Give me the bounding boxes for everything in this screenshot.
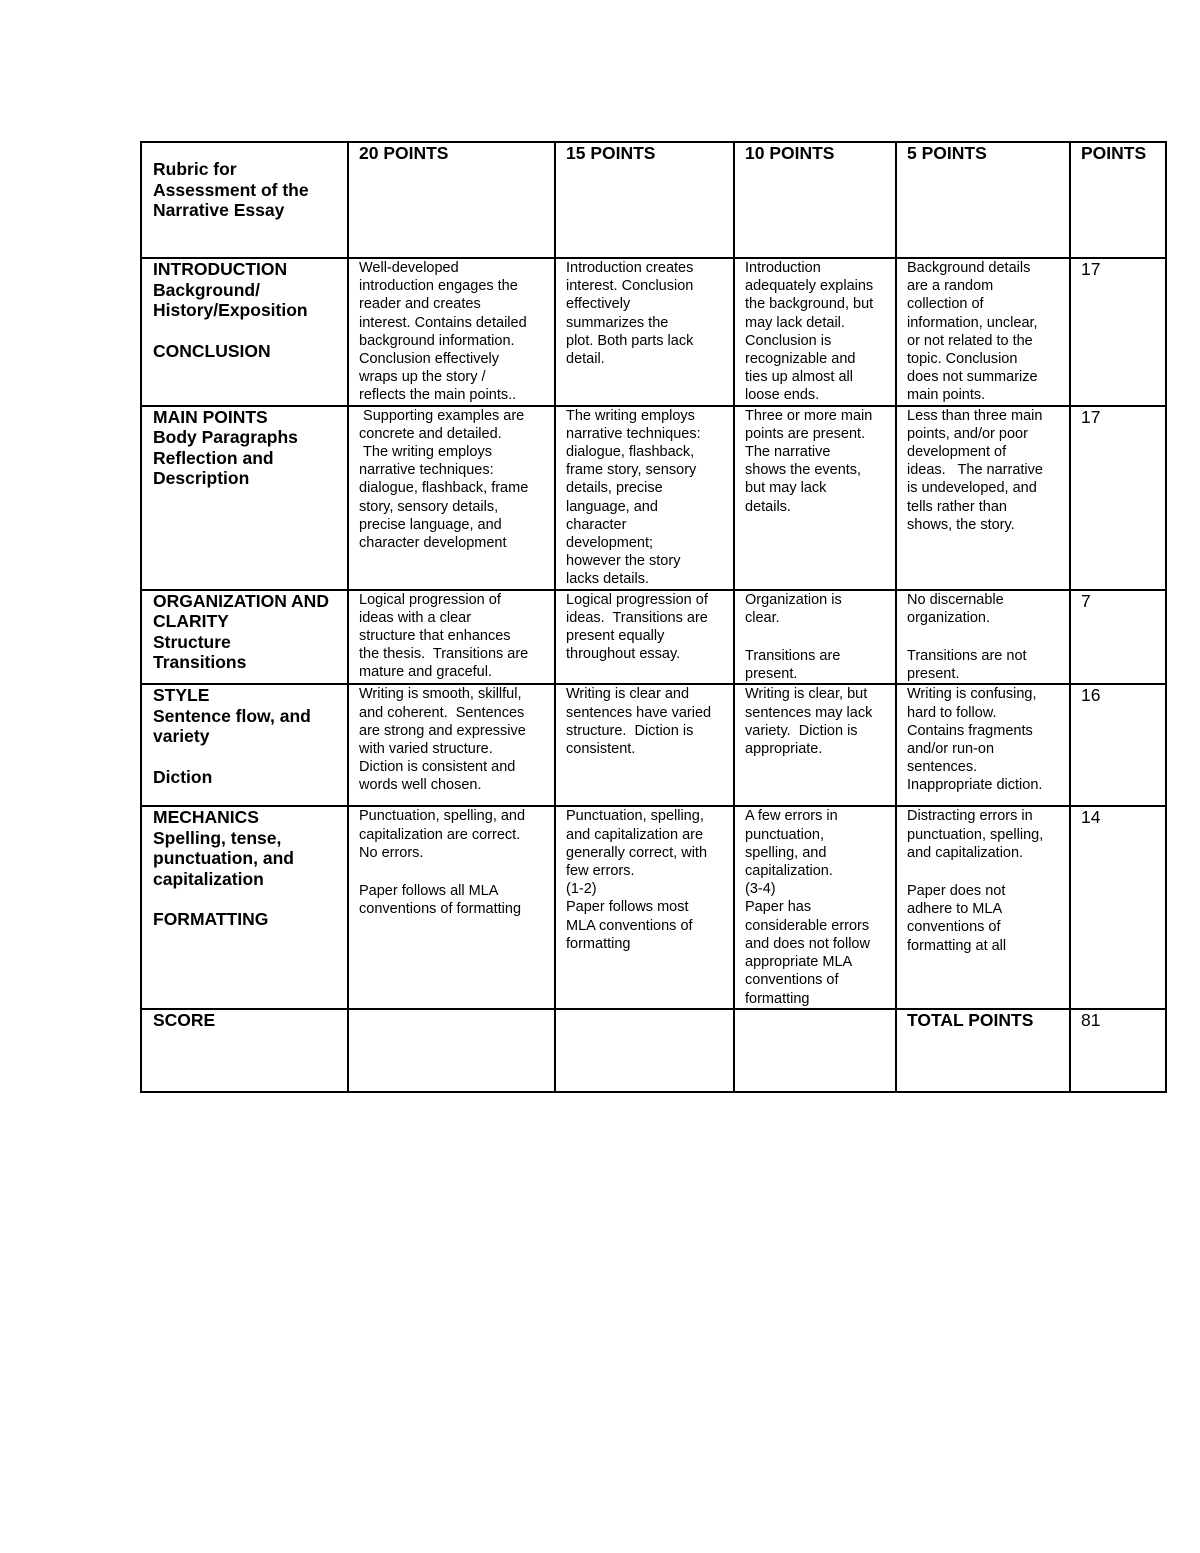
text-line: sentences.: [907, 759, 978, 776]
header-points: POINTS: [1070, 142, 1166, 258]
text-line: and capitalization are: [566, 826, 704, 843]
text-line: Body Paragraphs: [153, 427, 298, 448]
text-line: Writing is clear and: [566, 686, 690, 703]
criteria-introduction: [141, 258, 348, 406]
text-line: variety: [153, 726, 210, 747]
text-line: few errors.: [566, 863, 635, 880]
text-line: MLA conventions of: [566, 917, 693, 934]
text-line: Well-developed: [359, 260, 459, 276]
table-row: [141, 258, 1166, 406]
desc-5-points: [896, 806, 1070, 1008]
text-line: wraps up the story /: [359, 369, 486, 386]
text-line: The writing employs: [566, 407, 695, 424]
text-line: (1-2): [566, 881, 597, 898]
text-line: Diction is consistent and: [359, 759, 516, 776]
text-line: MECHANICS: [153, 807, 259, 828]
text-line: lacks details.: [566, 571, 650, 588]
text-line: capitalization: [153, 868, 264, 889]
desc-20-points: [348, 258, 555, 406]
text-line: sentences have varied: [566, 704, 712, 721]
total-points-label: TOTAL POINTS: [896, 1009, 1070, 1092]
text-line: hard to follow.: [907, 704, 997, 721]
text-line: shows, the story.: [907, 516, 1015, 533]
text-line: may lack detail.: [745, 314, 845, 331]
criteria-style: [141, 684, 348, 806]
text-line: topic. Conclusion: [907, 351, 1018, 368]
text-line: words well chosen.: [359, 777, 482, 794]
text-line: reflects the main points..: [359, 387, 517, 404]
text-line: ideas. Transitions are: [566, 609, 708, 626]
text-line: CONCLUSION: [153, 340, 271, 361]
text-line: Paper does not: [907, 883, 1006, 900]
text-line: generally correct, with: [566, 844, 708, 861]
score-cell-empty: [555, 1009, 734, 1092]
text-line: conventions of formatting: [359, 901, 522, 918]
text-line: [153, 321, 341, 341]
text-line: Punctuation, spelling, and: [359, 808, 526, 825]
header-20-points: 20 POINTS: [348, 142, 555, 258]
text-line: frame story, sensory: [566, 462, 697, 479]
text-line: appropriate MLA: [745, 954, 853, 971]
text-line: are a random: [907, 278, 994, 295]
text-line: ideas with a clear: [359, 609, 472, 626]
text-line: information, unclear,: [907, 314, 1038, 331]
desc-20-points: [348, 806, 555, 1008]
text-line: is undeveloped, and: [907, 480, 1037, 497]
text-line: The narrative: [745, 444, 831, 461]
text-line: Organization is: [745, 591, 842, 608]
text-line: main points.: [907, 387, 986, 404]
header-10-points: 10 POINTS: [734, 142, 896, 258]
text-line: punctuation, and: [153, 848, 294, 869]
desc-15-points: [555, 406, 734, 590]
header-row: [141, 142, 1166, 258]
table-row: [141, 806, 1166, 1008]
text-line: punctuation, spelling,: [907, 826, 1044, 843]
text-line: present.: [745, 666, 798, 683]
text-line: spelling, and: [745, 844, 827, 861]
text-line: introduction engages the: [359, 278, 518, 295]
text-line: concrete and detailed.: [359, 425, 502, 442]
score-label: SCORE: [141, 1009, 348, 1092]
text-line: structure that enhances: [359, 628, 511, 645]
text-line: effectively: [566, 296, 631, 313]
text-line: adequately explains: [745, 278, 874, 295]
text-line: precise language, and: [359, 516, 502, 533]
desc-10-points: [734, 590, 896, 685]
text-line: Structure: [153, 631, 231, 652]
text-line: and coherent. Sentences: [359, 704, 525, 721]
desc-15-points: [555, 590, 734, 685]
desc-5-points: [896, 258, 1070, 406]
criteria-main-points: [141, 406, 348, 590]
score-main-points: 17: [1070, 406, 1166, 590]
score-style: 16: [1070, 684, 1166, 806]
text-line: throughout essay.: [566, 646, 681, 663]
text-line: INTRODUCTION: [153, 259, 288, 279]
desc-15-points: [555, 806, 734, 1008]
text-line: formatting at all: [907, 937, 1007, 954]
text-line: development of: [907, 444, 1007, 461]
text-line: No discernable: [907, 591, 1004, 608]
text-line: [907, 862, 1063, 882]
text-line: Description: [153, 468, 250, 489]
text-line: or not related to the: [907, 332, 1033, 349]
text-line: [153, 747, 341, 767]
text-line: Sentence flow, and: [153, 705, 311, 726]
text-line: organization.: [907, 609, 991, 626]
text-line: development;: [566, 535, 654, 552]
text-line: story, sensory details,: [359, 498, 499, 515]
desc-15-points: [555, 684, 734, 806]
text-line: History/Exposition: [153, 300, 308, 320]
text-line: and capitalization.: [907, 844, 1024, 861]
text-line: variety. Diction is: [745, 722, 858, 739]
text-line: tells rather than: [907, 498, 1007, 515]
text-line: [359, 862, 548, 882]
text-line: background information.: [359, 332, 515, 349]
text-line: formatting: [566, 935, 631, 952]
criteria-organization: [141, 590, 348, 685]
text-line: details.: [745, 498, 791, 515]
text-line: Transitions are not: [907, 648, 1027, 665]
table-row: [141, 684, 1166, 806]
text-line: Diction: [153, 766, 213, 787]
text-line: Less than three main: [907, 407, 1043, 424]
text-line: structure. Diction is: [566, 722, 694, 739]
text-line: interest. Contains detailed: [359, 314, 527, 331]
total-points-value: 81: [1070, 1009, 1166, 1092]
text-line: Transitions: [153, 652, 247, 673]
text-line: shows the events,: [745, 462, 862, 479]
text-line: narrative techniques:: [566, 425, 701, 442]
text-line: ORGANIZATION AND: [153, 590, 329, 611]
text-line: Transitions are: [745, 648, 841, 665]
text-line: The writing employs: [359, 444, 492, 461]
text-line: with varied structure.: [359, 741, 493, 758]
text-line: No errors.: [359, 844, 424, 861]
text-line: and/or run-on: [907, 741, 995, 758]
text-line: Supporting examples are: [359, 407, 525, 424]
desc-5-points: [896, 590, 1070, 685]
text-line: interest. Conclusion: [566, 278, 694, 295]
text-line: conventions of: [745, 972, 839, 989]
text-line: sentences may lack: [745, 704, 873, 721]
text-line: points are present.: [745, 425, 866, 442]
text-line: Logical progression of: [359, 591, 501, 608]
text-line: adhere to MLA: [907, 901, 1003, 918]
score-row: [141, 1009, 1166, 1092]
text-line: Punctuation, spelling,: [566, 808, 704, 825]
text-line: capitalization are correct.: [359, 826, 521, 843]
text-line: MAIN POINTS: [153, 406, 268, 427]
text-line: ties up almost all: [745, 369, 853, 386]
text-line: the thesis. Transitions are: [359, 646, 529, 663]
text-line: loose ends.: [745, 387, 820, 404]
text-line: Writing is clear, but: [745, 686, 868, 703]
text-line: capitalization.: [745, 863, 833, 880]
text-line: Conclusion is: [745, 332, 832, 349]
text-line: collection of: [907, 296, 984, 313]
text-line: present equally: [566, 628, 665, 645]
text-line: Introduction: [745, 260, 821, 276]
text-line: but may lack: [745, 480, 827, 497]
text-line: character development: [359, 535, 507, 552]
text-line: A few errors in: [745, 808, 838, 825]
text-line: Introduction creates: [566, 260, 694, 276]
text-line: Writing is smooth, skillful,: [359, 686, 522, 703]
rubric-title: Rubric for Assessment of the Narrative Essay: [141, 142, 348, 258]
text-line: Spelling, tense,: [153, 827, 282, 848]
rubric-table: [140, 141, 1167, 1093]
text-line: CLARITY: [153, 611, 229, 632]
table-row: [141, 406, 1166, 590]
text-line: punctuation,: [745, 826, 825, 843]
text-line: considerable errors: [745, 917, 870, 934]
desc-5-points: [896, 684, 1070, 806]
desc-10-points: [734, 258, 896, 406]
text-line: Inappropriate diction.: [907, 777, 1043, 794]
desc-5-points: [896, 406, 1070, 590]
text-line: mature and graceful.: [359, 664, 492, 681]
text-line: Background/: [153, 279, 260, 300]
text-line: FORMATTING: [153, 909, 269, 930]
text-line: Background details: [907, 260, 1031, 276]
text-line: dialogue, flashback, frame: [359, 480, 529, 497]
text-line: [745, 627, 889, 647]
text-line: [153, 889, 341, 909]
text-line: [907, 627, 1063, 647]
desc-15-points: [555, 258, 734, 406]
score-introduction: 17: [1070, 258, 1166, 406]
text-line: present.: [907, 666, 960, 683]
text-line: however the story: [566, 553, 681, 570]
text-line: Distracting errors in: [907, 808, 1033, 825]
criteria-mechanics: [141, 806, 348, 1008]
text-line: dialogue, flashback,: [566, 444, 695, 461]
text-line: Paper follows most: [566, 899, 689, 916]
text-line: and does not follow: [745, 935, 870, 952]
text-line: Paper follows all MLA: [359, 883, 499, 900]
text-line: Conclusion effectively: [359, 351, 499, 368]
text-line: Three or more main: [745, 407, 873, 424]
text-line: Writing is confusing,: [907, 686, 1037, 703]
text-line: appropriate.: [745, 741, 823, 758]
text-line: ideas. The narrative: [907, 462, 1043, 479]
text-line: STYLE: [153, 685, 210, 706]
text-line: narrative techniques:: [359, 462, 494, 479]
text-line: the background, but: [745, 296, 874, 313]
text-line: detail.: [566, 351, 605, 368]
text-line: Reflection and: [153, 447, 274, 468]
text-line: clear.: [745, 609, 780, 626]
table-row: [141, 590, 1166, 685]
text-line: summarizes the: [566, 314, 669, 331]
text-line: are strong and expressive: [359, 722, 526, 739]
header-15-points: 15 POINTS: [555, 142, 734, 258]
text-line: Paper has: [745, 899, 812, 916]
text-line: details, precise: [566, 480, 663, 497]
text-line: recognizable and: [745, 351, 856, 368]
text-line: (3-4): [745, 881, 776, 898]
score-mechanics: 14: [1070, 806, 1166, 1008]
desc-20-points: [348, 684, 555, 806]
desc-20-points: [348, 406, 555, 590]
header-5-points: 5 POINTS: [896, 142, 1070, 258]
text-line: consistent.: [566, 741, 636, 758]
text-line: character: [566, 516, 627, 533]
text-line: plot. Both parts lack: [566, 332, 694, 349]
text-line: formatting: [745, 990, 810, 1007]
text-line: conventions of: [907, 919, 1001, 936]
text-line: does not summarize: [907, 369, 1038, 386]
text-line: reader and creates: [359, 296, 481, 313]
score-cell-empty: [734, 1009, 896, 1092]
desc-10-points: [734, 406, 896, 590]
desc-20-points: [348, 590, 555, 685]
score-cell-empty: [348, 1009, 555, 1092]
score-organization: 7: [1070, 590, 1166, 685]
desc-10-points: [734, 684, 896, 806]
text-line: Contains fragments: [907, 722, 1033, 739]
text-line: language, and: [566, 498, 658, 515]
text-line: Logical progression of: [566, 591, 708, 608]
text-line: points, and/or poor: [907, 425, 1028, 442]
desc-10-points: [734, 806, 896, 1008]
